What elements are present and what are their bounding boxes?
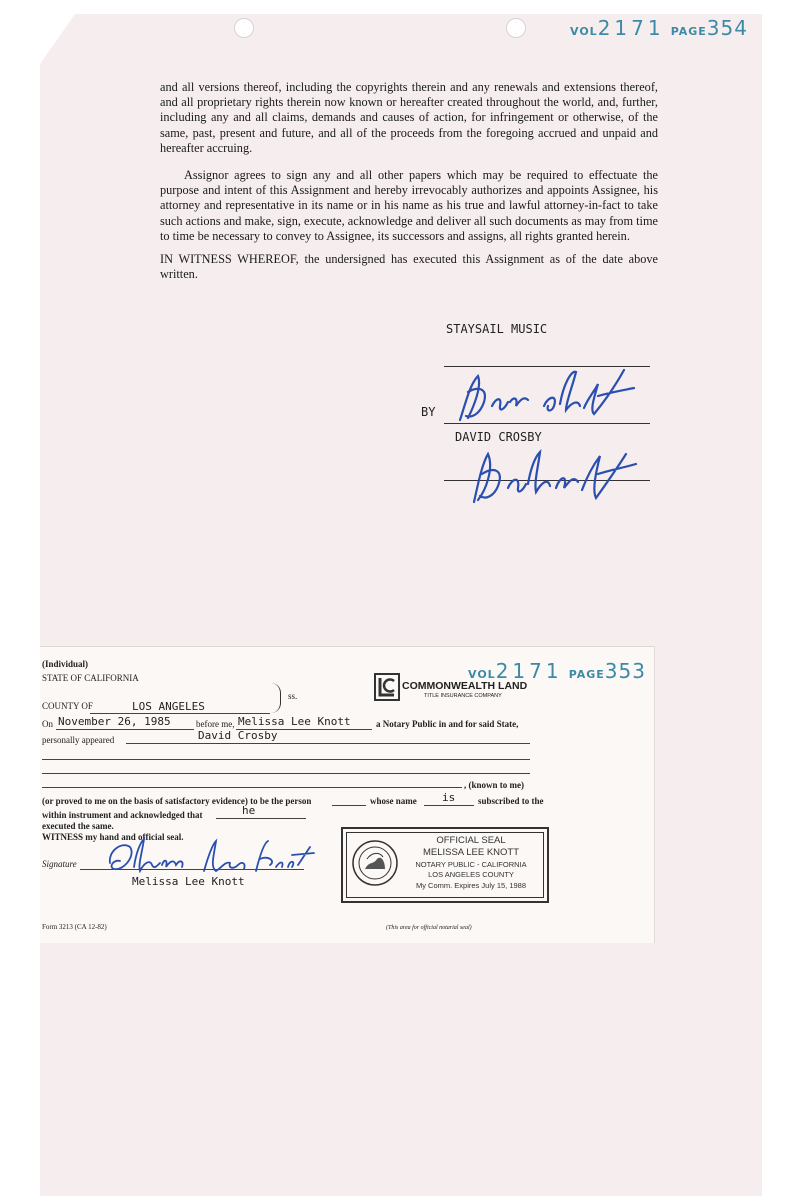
commonwealth-land-logo-icon: [374, 673, 400, 701]
blank-line: [42, 773, 530, 774]
is-value: is: [442, 791, 456, 804]
notary-acknowledgment: [40, 646, 655, 943]
notary-name-field: Melissa Lee Knott: [238, 715, 351, 728]
seal-line-expires: My Comm. Expires July 15, 1988: [415, 881, 527, 890]
witness-text: WITNESS my hand and official seal.: [42, 832, 184, 842]
page-label: PAGE: [568, 668, 605, 681]
on-label: On: [42, 719, 53, 729]
seal-area-note: (This area for official notarial seal): [386, 925, 472, 931]
seal-line-county: LOS ANGELES COUNTY: [428, 870, 514, 879]
paragraph-witness: IN WITNESS WHEREOF, the undersigned has executed this Assignment as of the date above written.: [160, 252, 658, 282]
he-value: he: [242, 804, 256, 817]
page-number: 354: [706, 16, 748, 40]
personally-appeared-label: personally appeared: [42, 735, 115, 745]
vol-label: VOL: [468, 668, 496, 681]
seal-name: MELISSA LEE KNOTT: [422, 847, 520, 858]
signature-label: Signature: [42, 859, 77, 869]
is-underline: [424, 805, 474, 806]
appeared-name: David Crosby: [198, 729, 278, 742]
whose-name-label: whose name: [370, 796, 417, 806]
vol-number: 2171: [495, 659, 563, 683]
ss-label: ss.: [288, 691, 298, 701]
within-text: within instrument and acknowledged that: [42, 810, 203, 820]
seal-line-notary: NOTARY PUBLIC - CALIFORNIA: [415, 860, 527, 869]
page-number: 353: [604, 659, 646, 683]
blank-line: [42, 759, 530, 760]
paragraph-rights: and all versions thereof, including the copyrights therein and any renewals and extensions thereof, and all proprietary rights therein now known or hereafter created throughout the world, and, further, including any and all claims, demands and causes of action, for infringement or otherwise, of the same, past, present and future, and all of the proceeds from the foregoing accrued and unpaid and hereafter accruing.: [160, 80, 658, 155]
individual-label: (Individual): [42, 659, 89, 669]
official-notary-seal: [341, 827, 549, 903]
page-label: PAGE: [670, 25, 707, 38]
by-label: BY: [421, 405, 436, 419]
company-name: STAYSAIL MUSIC: [446, 322, 548, 336]
appeared-underline: [126, 743, 530, 744]
county-label: COUNTY OF: [42, 701, 93, 711]
form-number: Form 3213 (CA 12-82): [42, 923, 107, 931]
vol-label: VOL: [570, 25, 598, 38]
vol-number: 2171: [597, 16, 665, 40]
executed-text: executed the same.: [42, 821, 114, 831]
signer-name: DAVID CROSBY: [455, 430, 542, 444]
known-to-me-text: , (known to me): [464, 780, 524, 790]
david-crosby-signature-1: [448, 362, 638, 430]
california-state-seal-icon: [351, 839, 399, 887]
blank-line: [42, 787, 462, 788]
date-underline: [56, 729, 194, 730]
state-label: STATE OF CALIFORNIA: [42, 673, 139, 683]
punch-hole: [234, 18, 254, 38]
county-underline: [90, 713, 270, 714]
county-value: LOS ANGELES: [132, 700, 205, 713]
he-underline: [216, 818, 306, 819]
before-me-label: before me,: [196, 719, 235, 729]
paragraph-assignor: Assignor agrees to sign any and all other papers which may be required to effectuate the purpose and intent of this Assignment and hereby irrevocably authorizes and appoints Assignee, his attorney and representative in its name or in his name as his true and lawful attorney-in-fact to take such actions and make, sign, execute, acknowledge and deliver all such documents as may from time to time be necessary to convey to Assignee, its successors and assigns, all rights granted herein.: [160, 168, 658, 243]
ss-bracket: [270, 683, 281, 713]
punch-hole: [506, 18, 526, 38]
person-underline: [332, 805, 366, 806]
acknowledgment-date: November 26, 1985: [58, 715, 171, 728]
proved-text: (or proved to me on the basis of satisfactory evidence) to be the person: [42, 796, 312, 806]
notary-public-text: a Notary Public in and for said State,: [376, 719, 519, 729]
assignment-body: [160, 80, 658, 290]
notary-typed-name: Melissa Lee Knott: [132, 875, 245, 888]
subscribed-text: subscribed to the: [478, 796, 544, 806]
volume-page-stamp: [570, 16, 748, 40]
seal-title: OFFICIAL SEAL: [436, 835, 506, 846]
logo-name: COMMONWEALTH LAND: [402, 680, 528, 692]
david-crosby-signature-2: [460, 434, 640, 514]
logo-subtitle: TITLE INSURANCE COMPANY: [424, 693, 502, 699]
